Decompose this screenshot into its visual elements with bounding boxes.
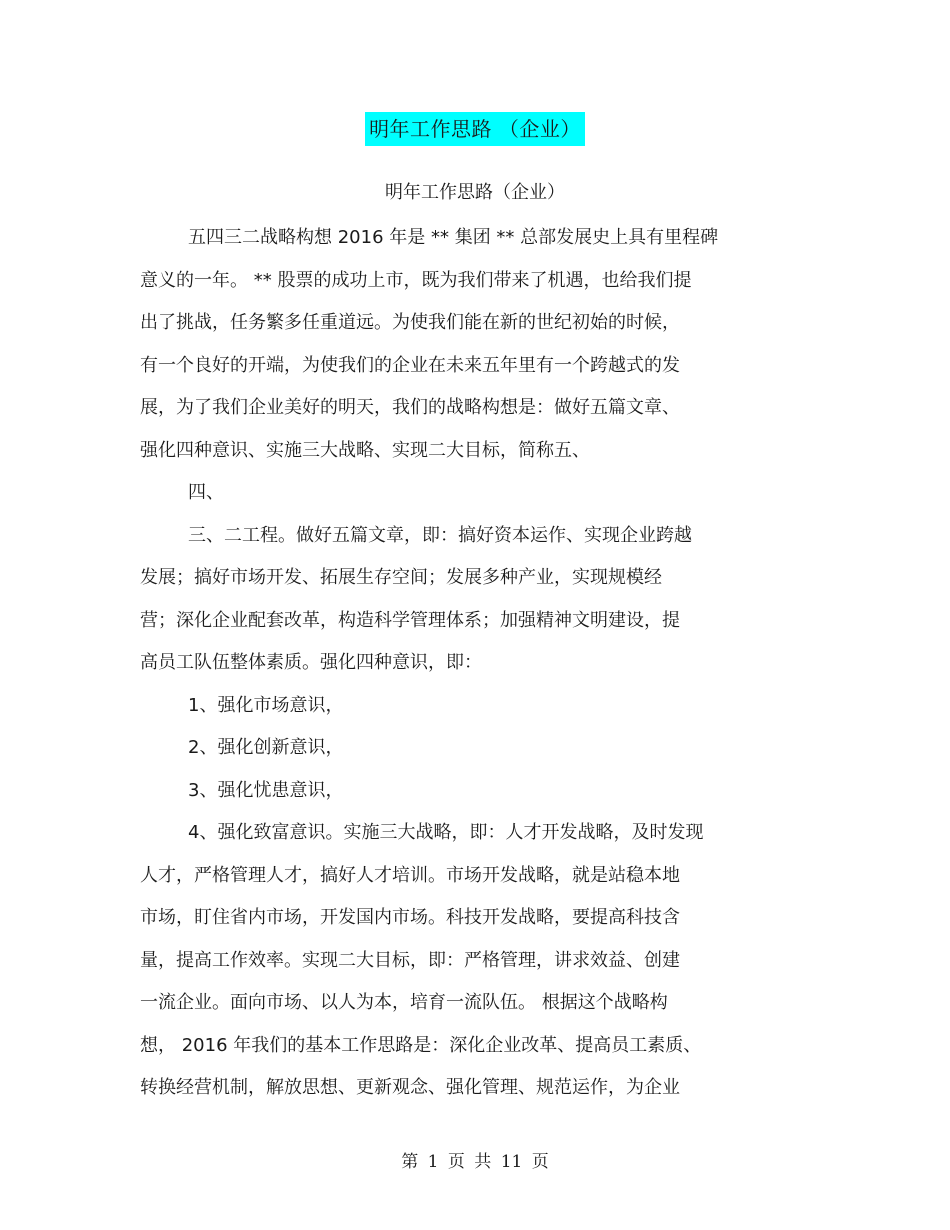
text-line: 营；深化企业配套改革，构造科学管理体系；加强精神文明建设，提	[140, 609, 680, 631]
document-subtitle: 明年工作思路（企业）	[385, 182, 565, 203]
text-line: 发展；搞好市场开发、拓展生存空间；发展多种产业，实现规模经	[140, 567, 662, 588]
document-title: 明年工作思路 （企业）	[365, 112, 585, 146]
text-line: 转换经营机制，解放思想、更新观念、强化管理、规范运作，为企业	[140, 1077, 680, 1098]
text-line: 强化四种意识、实施三大战略、实现二大目标，简称五、	[140, 439, 590, 461]
text-line: 展，为了我们企业美好的明天，我们的战略构想是：做好五篇文章、	[140, 397, 680, 418]
list-item: 4、强化致富意识。实施三大战略，即：人才开发战略，及时发现	[188, 822, 704, 843]
text-line: 五四三二战略构想 2016 年是 ** 集团 ** 总部发展史上具有里程碑	[188, 227, 719, 248]
text-line: 想， 2016 年我们的基本工作思路是：深化企业改革、提高员工素质、	[140, 1034, 702, 1056]
title-container	[0, 112, 950, 146]
text-line: 四、	[188, 482, 224, 503]
list-item: 1、强化市场意识，	[188, 694, 344, 716]
text-line: 量，提高工作效率。实现二大目标，即：严格管理，讲求效益、创建	[140, 949, 680, 971]
body-text	[140, 217, 820, 1110]
text-line: 市场，盯住省内市场，开发国内市场。科技开发战略，要提高科技含	[140, 907, 680, 928]
text-line: 三、二工程。做好五篇文章，即：搞好资本运作、实现企业跨越	[188, 524, 692, 546]
list-item: 3、强化忧患意识，	[188, 779, 344, 801]
text-line: 意义的一年。 ** 股票的成功上市，既为我们带来了机遇，也给我们提	[140, 269, 692, 291]
text-line: 出了挑战，任务繁多任重道远。为使我们能在新的世纪初始的时候，	[140, 312, 680, 333]
text-line: 人才，严格管理人才，搞好人才培训。市场开发战略，就是站稳本地	[140, 864, 680, 886]
page-footer: 第 1 页 共 11 页	[401, 1152, 549, 1172]
text-line: 高员工队伍整体素质。强化四种意识，即：	[140, 652, 482, 673]
text-line: 一流企业。面向市场、以人为本，培育一流队伍。 根据这个战略构	[140, 992, 668, 1013]
list-item: 2、强化创新意识，	[188, 737, 344, 758]
text-line: 有一个良好的开端，为使我们的企业在未来五年里有一个跨越式的发	[140, 354, 680, 376]
